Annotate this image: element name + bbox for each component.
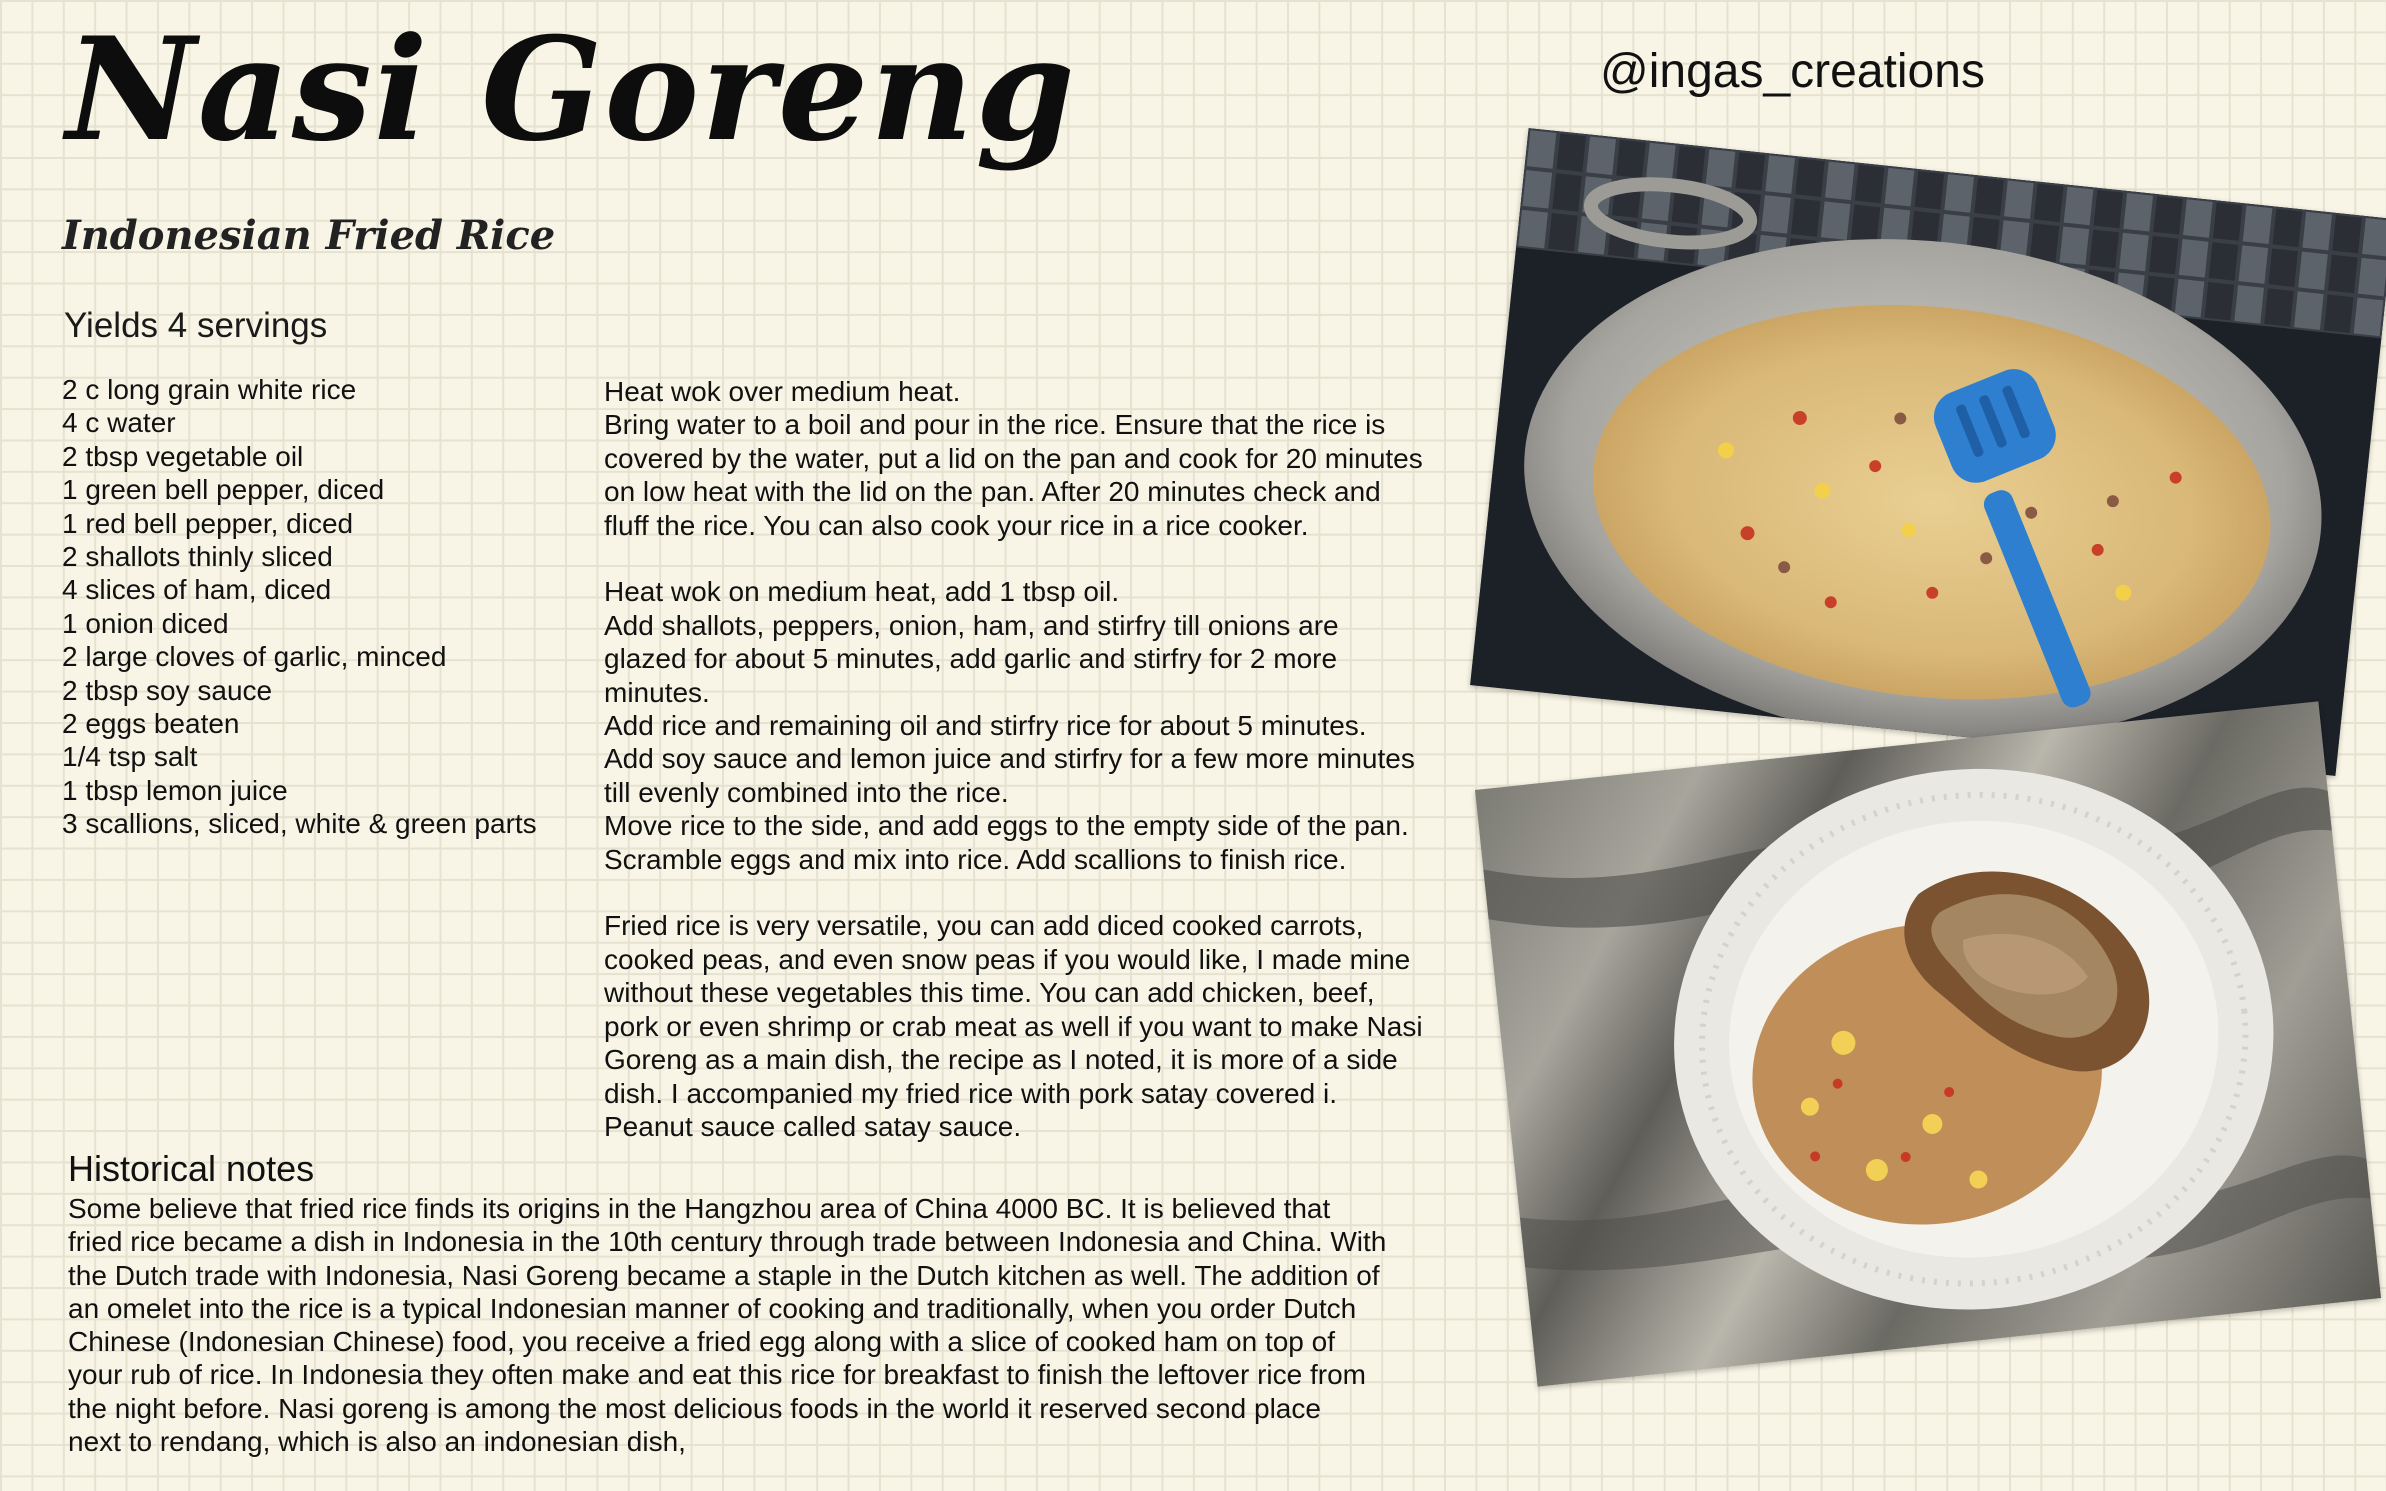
history-line: your rub of rice. In Indonesia they often make and eat this rice for breakfast to finish the leftover rice from: [68, 1359, 1366, 1391]
ingredient-item: 1 onion diced: [62, 607, 229, 639]
instruction-line: minutes.: [604, 676, 710, 708]
instruction-line: on low heat with the lid on the pan. After 20 minutes check and: [604, 476, 1381, 508]
instruction-line: Add rice and remaining oil and stirfry rice for about 5 minutes.: [604, 710, 1367, 742]
instruction-line: Peanut sauce called satay sauce.: [604, 1110, 1022, 1142]
instruction-line: till evenly combined into the rice.: [604, 776, 1009, 808]
instructions-text: [604, 375, 1444, 1143]
history-line: Some believe that fried rice finds its origins in the Hangzhou area of China 4000 BC. It is believed that: [68, 1193, 1331, 1224]
wok-illustration: [1470, 128, 2386, 776]
instruction-line: cooked peas, and even snow peas if you would like, I made mine: [604, 943, 1411, 975]
historical-notes-heading: Historical notes: [68, 1148, 315, 1189]
historical-notes-body: [68, 1192, 1386, 1458]
history-line: the Dutch trade with Indonesia, Nasi Goreng became a staple in the Dutch kitchen as well. The addition of: [68, 1259, 1380, 1291]
instruction-line: Heat wok over medium heat.: [604, 376, 961, 407]
instruction-line: without these vegetables this time. You can add chicken, beef,: [604, 977, 1375, 1009]
instruction-line: pork or even shrimp or crab meat as well if you want to make Nasi: [604, 1010, 1423, 1042]
history-line: next to rendang, which is also an indonesian dish,: [68, 1426, 686, 1458]
yields-servings: Yields 4 servings: [64, 306, 328, 345]
wok-fried-rice-photo: [1470, 128, 2386, 776]
instruction-line: covered by the water, put a lid on the pan and cook for 20 minutes: [604, 442, 1423, 474]
history-line: an omelet into the rice is a typical Indonesian manner of cooking and traditionally, when you order Dutch: [68, 1292, 1357, 1324]
instruction-line: Bring water to a boil and pour in the rice. Ensure that the rice is: [604, 409, 1386, 441]
instruction-line: glazed for about 5 minutes, add garlic and stirfry for 2 more: [604, 643, 1338, 675]
instruction-line: Move rice to the side, and add eggs to the empty side of the pan.: [604, 810, 1409, 842]
author-handle: @ingas_creations: [1600, 45, 1985, 98]
ingredient-item: 2 shallots thinly sliced: [62, 541, 333, 573]
instruction-line: dish. I accompanied my fried rice with pork satay covered i.: [604, 1077, 1337, 1109]
ingredient-item: 1 green bell pepper, diced: [62, 474, 385, 506]
instruction-spacer: [604, 876, 1444, 909]
ingredient-item: 2 tbsp vegetable oil: [62, 440, 304, 472]
ingredients-list: [62, 373, 537, 841]
ingredient-item: 4 slices of ham, diced: [62, 574, 332, 606]
ingredient-item: 2 large cloves of garlic, minced: [62, 641, 447, 673]
ingredient-item: 1 red bell pepper, diced: [62, 507, 354, 539]
instruction-line: Add soy sauce and lemon juice and stirfry for a few more minutes: [604, 743, 1415, 775]
instruction-spacer: [604, 542, 1444, 575]
instruction-line: fluff the rice. You can also cook your rice in a rice cooker.: [604, 509, 1309, 541]
ingredient-item: 3 scallions, sliced, white & green parts: [62, 808, 537, 840]
plated-rice-satay-photo: [1475, 701, 2381, 1386]
instruction-line: Goreng as a main dish, the recipe as I noted, it is more of a side: [604, 1044, 1398, 1076]
history-line: fried rice became a dish in Indonesia in the 10th century through trade between Indonesia and China. With: [68, 1226, 1387, 1258]
instruction-line: Scramble eggs and mix into rice. Add scallions to finish rice.: [604, 843, 1347, 875]
page-title: Nasi Goreng: [66, 7, 1077, 173]
ingredient-item: 1 tbsp lemon juice: [62, 774, 288, 806]
instruction-line: Fried rice is very versatile, you can add diced cooked carrots,: [604, 910, 1364, 942]
history-line: the night before. Nasi goreng is among the most delicious foods in the world it reserved second place: [68, 1392, 1321, 1424]
instruction-line: Heat wok on medium heat, add 1 tbsp oil.: [604, 576, 1120, 608]
ingredient-item: 1/4 tsp salt: [62, 741, 198, 773]
page-subtitle: Indonesian Fried Rice: [62, 212, 556, 259]
ingredient-item: 4 c water: [62, 407, 176, 439]
ingredient-item: 2 eggs beaten: [62, 708, 240, 740]
instruction-line: Add shallots, peppers, onion, ham, and stirfry till onions are: [604, 609, 1339, 641]
ingredient-item: 2 c long grain white rice: [62, 374, 357, 405]
plate-illustration: [1475, 701, 2381, 1386]
ingredient-item: 2 tbsp soy sauce: [62, 674, 273, 706]
history-line: Chinese (Indonesian Chinese) food, you receive a fried egg along with a slice of cooked ham on top of: [68, 1326, 1335, 1358]
